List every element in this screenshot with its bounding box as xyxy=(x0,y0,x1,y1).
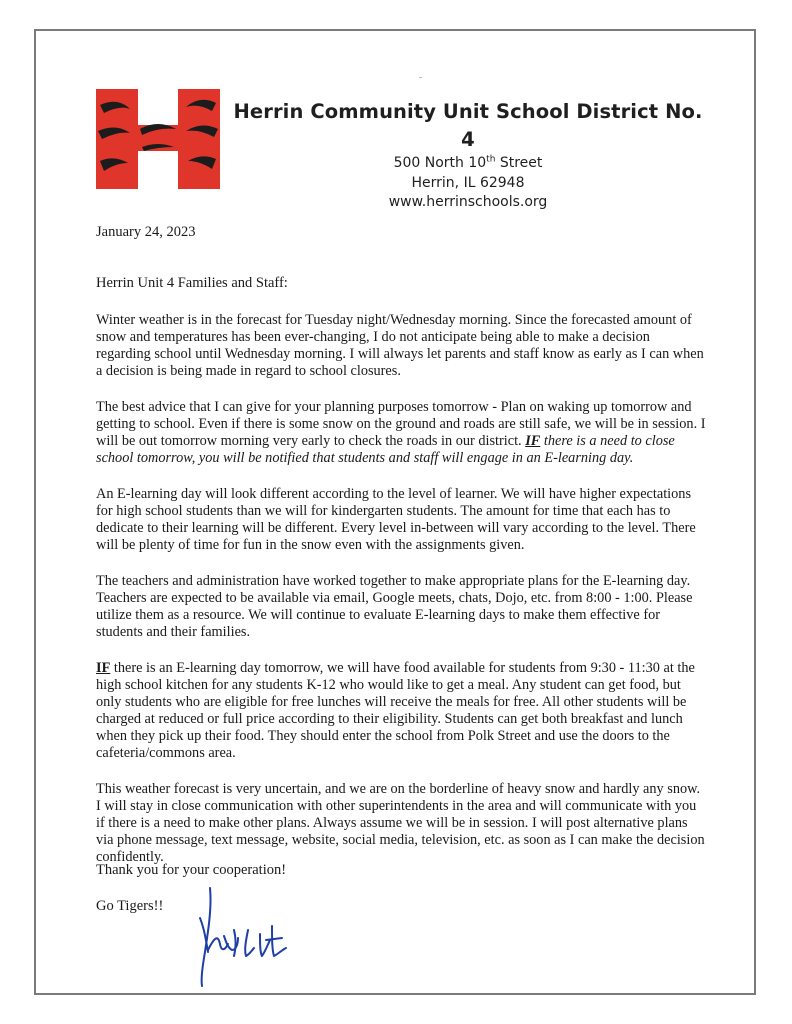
food-service-text: there is an E-learning day tomorrow, we will have food available for students from 9:30 - 11:30 at the high school kitchen for any students K-12 who would like to get a meal. Any student can get food, but only students who are eligible for free lunches will receive the meals for free. All other students will be charged at reduced or full price according to their eligibility. Students can get both breakfast and lunch when they pick up their food. They should enter the school from Polk Street and use the doors to the cafeteria/commons area. xyxy=(96,660,695,761)
closure-notice-italic: there is a need to close school tomorrow, you will be notified that students and staff will engage in an E-learning day. xyxy=(96,433,675,466)
street-address xyxy=(230,154,706,174)
district-website: www.herrinschools.org xyxy=(388,194,548,210)
letter-body xyxy=(96,312,706,885)
closing-sign-off: Go Tigers!! xyxy=(96,898,164,914)
letterhead xyxy=(230,98,706,213)
letter-date: January 24, 2023 xyxy=(96,224,196,240)
street-ordinal-suffix: th xyxy=(486,154,496,165)
closing-thanks: Thank you for your cooperation! xyxy=(96,862,287,878)
handwritten-signature-icon xyxy=(190,878,290,990)
district-name: Herrin Community Unit School District No. 4 xyxy=(233,100,703,151)
street-number: 500 North 10 xyxy=(393,155,487,171)
paragraph-planning-advice xyxy=(96,399,706,467)
paragraph-communication: This weather forecast is very uncertain, and we are on the borderline of heavy snow and hardly any snow. I will stay in close communication with other superintendents in the area and will communicate with you if there is a need to make other plans. Always assume we will be in session. I will post alternative plans via phone message, text message, website, social media, television, etc. as soon as I can make the decision confidently. xyxy=(96,781,705,865)
paragraph-weather-forecast: Winter weather is in the forecast for Tuesday night/Wednesday morning. Since the forecasted amount of snow and temperatures has been ever-changing, I do not anticipate being able to make a decision regarding school until Wednesday morning. I will always let parents and staff know as early as I can when a decision is being made in regard to school closures. xyxy=(96,312,704,379)
emphasis-if: IF xyxy=(96,660,111,676)
emphasis-if: IF xyxy=(525,433,541,449)
salutation: Herrin Unit 4 Families and Staff: xyxy=(96,275,288,291)
paragraph-food-service xyxy=(96,660,706,762)
planning-advice-text: The best advice that I can give for your planning purposes tomorrow - Plan on waking up tomorrow and getting to school. Even if there is some snow on the ground and roads are still safe, we will be in session. I will be out tomorrow morning very early to check the roads in our district. xyxy=(96,399,706,449)
street-name: Street xyxy=(495,155,543,171)
district-h-logo-icon xyxy=(96,89,220,189)
city-state-zip: Herrin, IL 62948 xyxy=(411,174,525,191)
scan-speck xyxy=(419,77,422,78)
paragraph-teacher-availability: The teachers and administration have worked together to make appropriate plans for the E-learning day. Teachers are expected to be available via email, Google meets, chats, Dojo, etc. from 8:00 - 1:00. Please utilize them as a resource. We will continue to evaluate E-learning days to make them effective for students and their families. xyxy=(96,573,693,640)
paragraph-elearning-levels: An E-learning day will look different according to the level of learner. We will have higher expectations for high school students than we will for kindergarten students. The amount for time that each has to dedicate to their learning will be different. Every level in-between will vary according to the level. There will be plenty of time for fun in the snow even with the assignments given. xyxy=(96,486,696,553)
